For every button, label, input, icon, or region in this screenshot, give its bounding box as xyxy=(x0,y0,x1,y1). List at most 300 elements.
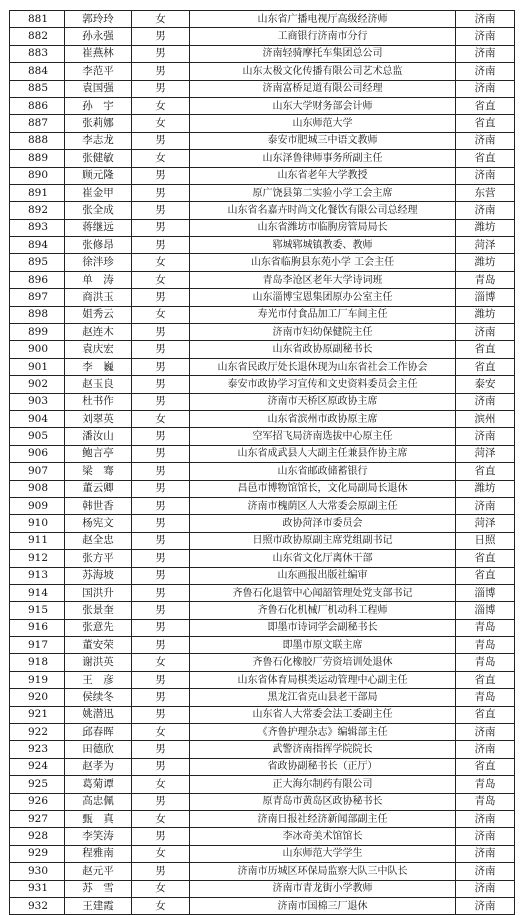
member-region: 济南 xyxy=(456,63,515,80)
member-region: 淄博 xyxy=(456,602,515,619)
member-workplace: 空军招飞局济南选拔中心原主任 xyxy=(190,428,456,445)
member-region: 省直 xyxy=(456,150,515,167)
member-gender: 女 xyxy=(132,115,190,132)
member-name: 赵孝为 xyxy=(65,758,132,775)
member-gender: 女 xyxy=(132,776,190,793)
member-workplace: 山东省老年大学教授 xyxy=(190,167,456,184)
member-name: 王 彦 xyxy=(65,671,132,688)
member-region: 济南 xyxy=(456,45,515,62)
member-workplace: 山东省政协原副秘书长 xyxy=(190,341,456,358)
member-region: 济南 xyxy=(456,11,515,28)
member-gender: 女 xyxy=(132,410,190,427)
member-gender: 女 xyxy=(132,845,190,862)
member-gender: 男 xyxy=(132,758,190,775)
member-name: 苏 雪 xyxy=(65,880,132,897)
member-region: 青岛 xyxy=(456,689,515,706)
member-workplace: 济南轻骑摩托车集团总公司 xyxy=(190,45,456,62)
member-workplace: 省政协副秘书长（正厅） xyxy=(190,758,456,775)
table-row xyxy=(10,776,515,793)
member-gender: 男 xyxy=(132,324,190,341)
member-workplace: 武警济南指挥学院院长 xyxy=(190,741,456,758)
member-region: 济南 xyxy=(456,741,515,758)
member-workplace: 工商银行济南市分行 xyxy=(190,28,456,45)
member-name: 袁国强 xyxy=(65,80,132,97)
member-workplace: 山东泽鲁律师事务所副主任 xyxy=(190,150,456,167)
member-name: 国洪升 xyxy=(65,584,132,601)
member-region: 青岛 xyxy=(456,619,515,636)
member-gender: 男 xyxy=(132,637,190,654)
member-name: 蒋继远 xyxy=(65,219,132,236)
table-row xyxy=(10,602,515,619)
row-number: 900 xyxy=(10,341,65,358)
member-name: 郭玲玲 xyxy=(65,11,132,28)
member-region: 菏泽 xyxy=(456,237,515,254)
member-gender: 男 xyxy=(132,184,190,201)
member-name: 姚潜迅 xyxy=(65,706,132,723)
member-workplace: 泰安市肥城三中语文教师 xyxy=(190,132,456,149)
row-number: 890 xyxy=(10,167,65,184)
member-workplace: 济南富桥足道有限公司经理 xyxy=(190,80,456,97)
member-name: 甄 真 xyxy=(65,810,132,827)
member-workplace: 郓城郓城镇教委、教师 xyxy=(190,237,456,254)
row-number: 892 xyxy=(10,202,65,219)
member-gender: 男 xyxy=(132,828,190,845)
member-name: 谢洪英 xyxy=(65,654,132,671)
member-workplace: 山东省滨州市政协原主席 xyxy=(190,410,456,427)
table-row xyxy=(10,584,515,601)
member-name: 鲍言亭 xyxy=(65,445,132,462)
member-name: 潘汝山 xyxy=(65,428,132,445)
member-gender: 男 xyxy=(132,428,190,445)
member-region: 滨州 xyxy=(456,410,515,427)
member-region: 济南 xyxy=(456,810,515,827)
row-number: 929 xyxy=(10,845,65,862)
member-workplace: 昌邑市博物馆馆长，文化局副局长退休 xyxy=(190,480,456,497)
member-name: 赵全忠 xyxy=(65,532,132,549)
member-gender: 男 xyxy=(132,445,190,462)
member-region: 济南 xyxy=(456,167,515,184)
member-workplace: 即墨市诗词学会副秘书长 xyxy=(190,619,456,636)
row-number: 927 xyxy=(10,810,65,827)
member-gender: 男 xyxy=(132,567,190,584)
member-region: 济南 xyxy=(456,724,515,741)
row-number: 895 xyxy=(10,254,65,271)
row-number: 910 xyxy=(10,515,65,532)
row-number: 921 xyxy=(10,706,65,723)
table-row xyxy=(10,428,515,445)
member-gender: 女 xyxy=(132,11,190,28)
member-workplace: 山东省名嘉卉时尚文化餐饮有限公司总经理 xyxy=(190,202,456,219)
member-workplace: 济南市青龙街小学教师 xyxy=(190,880,456,897)
member-name: 张莉娜 xyxy=(65,115,132,132)
row-number: 930 xyxy=(10,863,65,880)
row-number: 922 xyxy=(10,724,65,741)
member-gender: 男 xyxy=(132,619,190,636)
member-gender: 男 xyxy=(132,515,190,532)
table-row xyxy=(10,184,515,201)
row-number: 914 xyxy=(10,584,65,601)
member-gender: 男 xyxy=(132,132,190,149)
member-region: 青岛 xyxy=(456,271,515,288)
member-name: 田德欣 xyxy=(65,741,132,758)
member-gender: 男 xyxy=(132,202,190,219)
member-name: 韩世香 xyxy=(65,497,132,514)
table-row xyxy=(10,515,515,532)
member-name: 李 巍 xyxy=(65,358,132,375)
member-workplace: 济南市天桥区原政协主席 xyxy=(190,393,456,410)
member-gender: 女 xyxy=(132,880,190,897)
member-name: 商洪玉 xyxy=(65,289,132,306)
member-name: 赵连木 xyxy=(65,324,132,341)
member-gender: 男 xyxy=(132,358,190,375)
member-gender: 男 xyxy=(132,341,190,358)
table-row xyxy=(10,11,515,28)
table-row xyxy=(10,845,515,862)
table-row xyxy=(10,132,515,149)
member-region: 东营 xyxy=(456,184,515,201)
table-row xyxy=(10,671,515,688)
member-workplace: 齐鲁石化橡胶厂劳资培训处退休 xyxy=(190,654,456,671)
member-name: 张全成 xyxy=(65,202,132,219)
row-number: 915 xyxy=(10,602,65,619)
table-row xyxy=(10,393,515,410)
member-workplace: 原青岛市黄岛区政协秘书长 xyxy=(190,793,456,810)
member-region: 青岛 xyxy=(456,654,515,671)
row-number: 898 xyxy=(10,306,65,323)
row-number: 902 xyxy=(10,376,65,393)
member-region: 省直 xyxy=(456,550,515,567)
member-name: 邱春晖 xyxy=(65,724,132,741)
table-row xyxy=(10,45,515,62)
row-number: 884 xyxy=(10,63,65,80)
member-gender: 女 xyxy=(132,810,190,827)
row-number: 881 xyxy=(10,11,65,28)
member-workplace: 山东省成武县人大副主任兼县作协主席 xyxy=(190,445,456,462)
member-gender: 男 xyxy=(132,497,190,514)
member-region: 菏泽 xyxy=(456,445,515,462)
member-workplace: 泰安市政协学习宣传和文史资料委员会主任 xyxy=(190,376,456,393)
member-region: 菏泽 xyxy=(456,515,515,532)
row-number: 904 xyxy=(10,410,65,427)
table-row xyxy=(10,637,515,654)
member-name: 张景奎 xyxy=(65,602,132,619)
row-number: 932 xyxy=(10,897,65,914)
row-number: 916 xyxy=(10,619,65,636)
member-region: 青岛 xyxy=(456,637,515,654)
table-row xyxy=(10,689,515,706)
member-gender: 男 xyxy=(132,237,190,254)
member-gender: 男 xyxy=(132,532,190,549)
row-number: 924 xyxy=(10,758,65,775)
row-number: 901 xyxy=(10,358,65,375)
member-name: 孙 宇 xyxy=(65,97,132,114)
member-workplace: 青岛李沧区老年大学诗词班 xyxy=(190,271,456,288)
member-workplace: 山东省民政厅处长退休现为山东省社会工作协会 xyxy=(190,358,456,375)
table-row xyxy=(10,480,515,497)
member-name: 张健敏 xyxy=(65,150,132,167)
member-name: 高忠佩 xyxy=(65,793,132,810)
table-row xyxy=(10,654,515,671)
member-workplace: 《齐鲁护理杂志》编辑部主任 xyxy=(190,724,456,741)
member-workplace: 济南市槐荫区人大常委会原副主任 xyxy=(190,497,456,514)
member-workplace: 山东省邮政储蓄银行 xyxy=(190,463,456,480)
row-number: 928 xyxy=(10,828,65,845)
member-name: 刘翠英 xyxy=(65,410,132,427)
table-row xyxy=(10,358,515,375)
member-name: 徐泮珍 xyxy=(65,254,132,271)
row-number: 897 xyxy=(10,289,65,306)
member-name: 张修昂 xyxy=(65,237,132,254)
member-gender: 男 xyxy=(132,289,190,306)
member-region: 潍坊 xyxy=(456,480,515,497)
member-name: 李范平 xyxy=(65,63,132,80)
member-region: 泰安 xyxy=(456,376,515,393)
member-region: 青岛 xyxy=(456,776,515,793)
table-row xyxy=(10,758,515,775)
member-region: 省直 xyxy=(456,115,515,132)
table-row xyxy=(10,706,515,723)
row-number: 894 xyxy=(10,237,65,254)
table-row xyxy=(10,880,515,897)
table-row xyxy=(10,80,515,97)
member-region: 济南 xyxy=(456,28,515,45)
row-number: 925 xyxy=(10,776,65,793)
row-number: 920 xyxy=(10,689,65,706)
row-number: 917 xyxy=(10,637,65,654)
member-gender: 男 xyxy=(132,393,190,410)
row-number: 907 xyxy=(10,463,65,480)
member-gender: 男 xyxy=(132,863,190,880)
row-number: 905 xyxy=(10,428,65,445)
member-workplace: 正大海尔制药有限公司 xyxy=(190,776,456,793)
member-name: 侯续冬 xyxy=(65,689,132,706)
member-gender: 女 xyxy=(132,897,190,914)
row-number: 906 xyxy=(10,445,65,462)
row-number: 909 xyxy=(10,497,65,514)
member-workplace: 即墨市原文联主席 xyxy=(190,637,456,654)
row-number: 923 xyxy=(10,741,65,758)
member-region: 济南 xyxy=(456,880,515,897)
member-name: 李志龙 xyxy=(65,132,132,149)
member-region: 省直 xyxy=(456,463,515,480)
row-number: 893 xyxy=(10,219,65,236)
table-row xyxy=(10,97,515,114)
member-workplace: 济南市妇幼保健院主任 xyxy=(190,324,456,341)
member-name: 袁庆宏 xyxy=(65,341,132,358)
member-gender: 男 xyxy=(132,671,190,688)
table-row xyxy=(10,306,515,323)
table-row xyxy=(10,341,515,358)
table-row xyxy=(10,115,515,132)
member-name: 崔燕林 xyxy=(65,45,132,62)
member-region: 青岛 xyxy=(456,793,515,810)
member-name: 顾元隆 xyxy=(65,167,132,184)
member-gender: 男 xyxy=(132,706,190,723)
table-row xyxy=(10,741,515,758)
member-workplace: 山东省临朐县东苑小学 工会主任 xyxy=(190,254,456,271)
member-workplace: 原广饶县第二实验小学工会主席 xyxy=(190,184,456,201)
row-number: 891 xyxy=(10,184,65,201)
member-region: 日照 xyxy=(456,532,515,549)
member-gender: 男 xyxy=(132,376,190,393)
member-name: 葛菊谭 xyxy=(65,776,132,793)
table-row xyxy=(10,724,515,741)
member-region: 济南 xyxy=(456,828,515,845)
member-gender: 女 xyxy=(132,271,190,288)
row-number: 931 xyxy=(10,880,65,897)
member-list-body xyxy=(10,11,515,915)
member-workplace: 山东省潍坊市临朐房管局局长 xyxy=(190,219,456,236)
member-workplace: 济南市国棉三厂退休 xyxy=(190,897,456,914)
row-number: 911 xyxy=(10,532,65,549)
table-row xyxy=(10,271,515,288)
row-number: 882 xyxy=(10,28,65,45)
table-row xyxy=(10,28,515,45)
table-row xyxy=(10,202,515,219)
row-number: 899 xyxy=(10,324,65,341)
row-number: 918 xyxy=(10,654,65,671)
member-region: 济南 xyxy=(456,80,515,97)
member-name: 董安荣 xyxy=(65,637,132,654)
member-workplace: 政协菏泽市委员会 xyxy=(190,515,456,532)
member-gender: 女 xyxy=(132,97,190,114)
member-region: 潍坊 xyxy=(456,254,515,271)
member-gender: 男 xyxy=(132,602,190,619)
row-number: 889 xyxy=(10,150,65,167)
row-number: 926 xyxy=(10,793,65,810)
member-region: 省直 xyxy=(456,358,515,375)
table-row xyxy=(10,167,515,184)
member-workplace: 山东省体育局棋类运动管理中心副主任 xyxy=(190,671,456,688)
member-name: 张方平 xyxy=(65,550,132,567)
table-row xyxy=(10,445,515,462)
member-gender: 男 xyxy=(132,63,190,80)
table-row xyxy=(10,810,515,827)
member-gender: 男 xyxy=(132,167,190,184)
member-gender: 女 xyxy=(132,254,190,271)
member-workplace: 山东省文化厅离休干部 xyxy=(190,550,456,567)
member-gender: 男 xyxy=(132,45,190,62)
member-name: 苏海坡 xyxy=(65,567,132,584)
row-number: 919 xyxy=(10,671,65,688)
member-name: 程雅南 xyxy=(65,845,132,862)
member-name: 姐秀云 xyxy=(65,306,132,323)
row-number: 883 xyxy=(10,45,65,62)
member-region: 济南 xyxy=(456,845,515,862)
member-workplace: 寿光市付食品加工厂车间主任 xyxy=(190,306,456,323)
table-row xyxy=(10,237,515,254)
table-row xyxy=(10,497,515,514)
member-name: 杨宪文 xyxy=(65,515,132,532)
member-name: 杜书作 xyxy=(65,393,132,410)
member-name: 李笑涛 xyxy=(65,828,132,845)
member-name: 王建霞 xyxy=(65,897,132,914)
member-workplace: 山东太极文化传播有限公司艺术总监 xyxy=(190,63,456,80)
row-number: 896 xyxy=(10,271,65,288)
member-workplace: 山东省广播电视厅高级经济师 xyxy=(190,11,456,28)
member-region: 济南 xyxy=(456,202,515,219)
member-gender: 男 xyxy=(132,219,190,236)
member-region: 济南 xyxy=(456,863,515,880)
member-region: 济南 xyxy=(456,428,515,445)
row-number: 887 xyxy=(10,115,65,132)
table-row xyxy=(10,532,515,549)
table-row xyxy=(10,289,515,306)
member-workplace: 山东画报出版社编审 xyxy=(190,567,456,584)
member-gender: 男 xyxy=(132,480,190,497)
member-region: 潍坊 xyxy=(456,306,515,323)
row-number: 885 xyxy=(10,80,65,97)
member-region: 省直 xyxy=(456,97,515,114)
member-name: 梁 骞 xyxy=(65,463,132,480)
member-workplace: 李冰奇美术馆馆长 xyxy=(190,828,456,845)
member-gender: 男 xyxy=(132,689,190,706)
member-gender: 男 xyxy=(132,584,190,601)
table-row xyxy=(10,793,515,810)
member-region: 淄博 xyxy=(456,289,515,306)
member-region: 济南 xyxy=(456,393,515,410)
table-row xyxy=(10,150,515,167)
member-workplace: 山东大学财务部会计师 xyxy=(190,97,456,114)
row-number: 908 xyxy=(10,480,65,497)
member-region: 省直 xyxy=(456,706,515,723)
member-gender: 女 xyxy=(132,724,190,741)
member-name: 孙永强 xyxy=(65,28,132,45)
table-row xyxy=(10,863,515,880)
member-gender: 男 xyxy=(132,28,190,45)
member-gender: 男 xyxy=(132,550,190,567)
member-region: 济南 xyxy=(456,324,515,341)
member-region: 省直 xyxy=(456,567,515,584)
member-region: 淄博 xyxy=(456,584,515,601)
member-workplace: 济南市历城区环保局监察大队三中队长 xyxy=(190,863,456,880)
row-number: 913 xyxy=(10,567,65,584)
table-row xyxy=(10,219,515,236)
table-row xyxy=(10,897,515,914)
row-number: 912 xyxy=(10,550,65,567)
member-region: 省直 xyxy=(456,341,515,358)
member-gender: 女 xyxy=(132,306,190,323)
table-row xyxy=(10,376,515,393)
member-gender: 男 xyxy=(132,463,190,480)
member-gender: 男 xyxy=(132,80,190,97)
table-row xyxy=(10,254,515,271)
table-row xyxy=(10,463,515,480)
table-row xyxy=(10,63,515,80)
member-name: 单 涛 xyxy=(65,271,132,288)
row-number: 888 xyxy=(10,132,65,149)
member-region: 省直 xyxy=(456,758,515,775)
table-row xyxy=(10,324,515,341)
member-workplace: 山东师范大学学生 xyxy=(190,845,456,862)
row-number: 886 xyxy=(10,97,65,114)
table-row xyxy=(10,550,515,567)
table-row xyxy=(10,619,515,636)
row-number: 903 xyxy=(10,393,65,410)
member-region: 省直 xyxy=(456,671,515,688)
member-workplace: 济南日报社经济新闻部副主任 xyxy=(190,810,456,827)
member-workplace: 黑龙江省克山县老干部局 xyxy=(190,689,456,706)
table-row xyxy=(10,567,515,584)
member-workplace: 齐鲁石化机械厂机动科工程师 xyxy=(190,602,456,619)
member-region: 济南 xyxy=(456,897,515,914)
member-name: 张意先 xyxy=(65,619,132,636)
table-row xyxy=(10,828,515,845)
member-gender: 男 xyxy=(132,741,190,758)
member-region: 济南 xyxy=(456,497,515,514)
member-name: 赵玉良 xyxy=(65,376,132,393)
member-gender: 女 xyxy=(132,654,190,671)
